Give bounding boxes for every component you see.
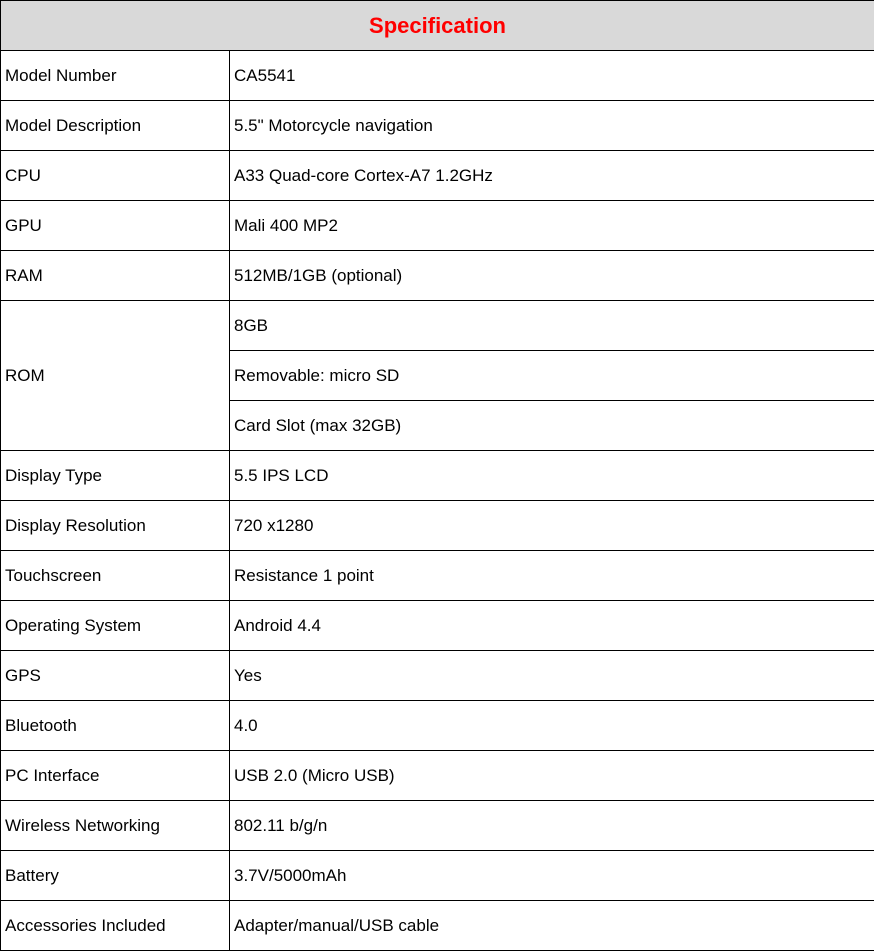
table-row	[1, 701, 874, 751]
spec-label: ROM	[1, 301, 230, 451]
table-row	[1, 151, 874, 201]
spec-value: Resistance 1 point	[230, 551, 874, 601]
table-row	[1, 301, 874, 351]
table-title: Specification	[1, 1, 874, 51]
spec-label: Touchscreen	[1, 551, 230, 601]
table-row	[1, 601, 874, 651]
table-header-row	[1, 1, 874, 51]
table-row	[1, 451, 874, 501]
table-row	[1, 651, 874, 701]
table-row	[1, 101, 874, 151]
spec-value: Yes	[230, 651, 874, 701]
spec-value: 802.11 b/g/n	[230, 801, 874, 851]
spec-value: A33 Quad-core Cortex-A7 1.2GHz	[230, 151, 874, 201]
spec-value: 5.5" Motorcycle navigation	[230, 101, 874, 151]
spec-label: Wireless Networking	[1, 801, 230, 851]
spec-label: GPS	[1, 651, 230, 701]
spec-value: 512MB/1GB (optional)	[230, 251, 874, 301]
table-row	[1, 851, 874, 901]
spec-label: Battery	[1, 851, 230, 901]
spec-label: Model Number	[1, 51, 230, 101]
table-row	[1, 201, 874, 251]
spec-label: CPU	[1, 151, 230, 201]
spec-value: Mali 400 MP2	[230, 201, 874, 251]
spec-label: GPU	[1, 201, 230, 251]
spec-label: Operating System	[1, 601, 230, 651]
spec-label: Model Description	[1, 101, 230, 151]
spec-value: Adapter/manual/USB cable	[230, 901, 874, 951]
spec-label: Display Type	[1, 451, 230, 501]
table-row	[1, 751, 874, 801]
spec-value: Android 4.4	[230, 601, 874, 651]
spec-value: 3.7V/5000mAh	[230, 851, 874, 901]
spec-label: Bluetooth	[1, 701, 230, 751]
spec-label: PC Interface	[1, 751, 230, 801]
spec-value: CA5541	[230, 51, 874, 101]
table-row	[1, 251, 874, 301]
spec-value: 4.0	[230, 701, 874, 751]
spec-value: 720 x1280	[230, 501, 874, 551]
table-row	[1, 51, 874, 101]
spec-value: 8GB	[230, 301, 874, 351]
spec-value: Card Slot (max 32GB)	[230, 401, 874, 451]
spec-label: RAM	[1, 251, 230, 301]
table-row	[1, 801, 874, 851]
table-row	[1, 501, 874, 551]
table-row	[1, 551, 874, 601]
spec-label: Display Resolution	[1, 501, 230, 551]
table-row	[1, 901, 874, 951]
spec-value: USB 2.0 (Micro USB)	[230, 751, 874, 801]
table-body	[1, 51, 874, 951]
spec-value: Removable: micro SD	[230, 351, 874, 401]
spec-label: Accessories Included	[1, 901, 230, 951]
spec-value: 5.5 IPS LCD	[230, 451, 874, 501]
